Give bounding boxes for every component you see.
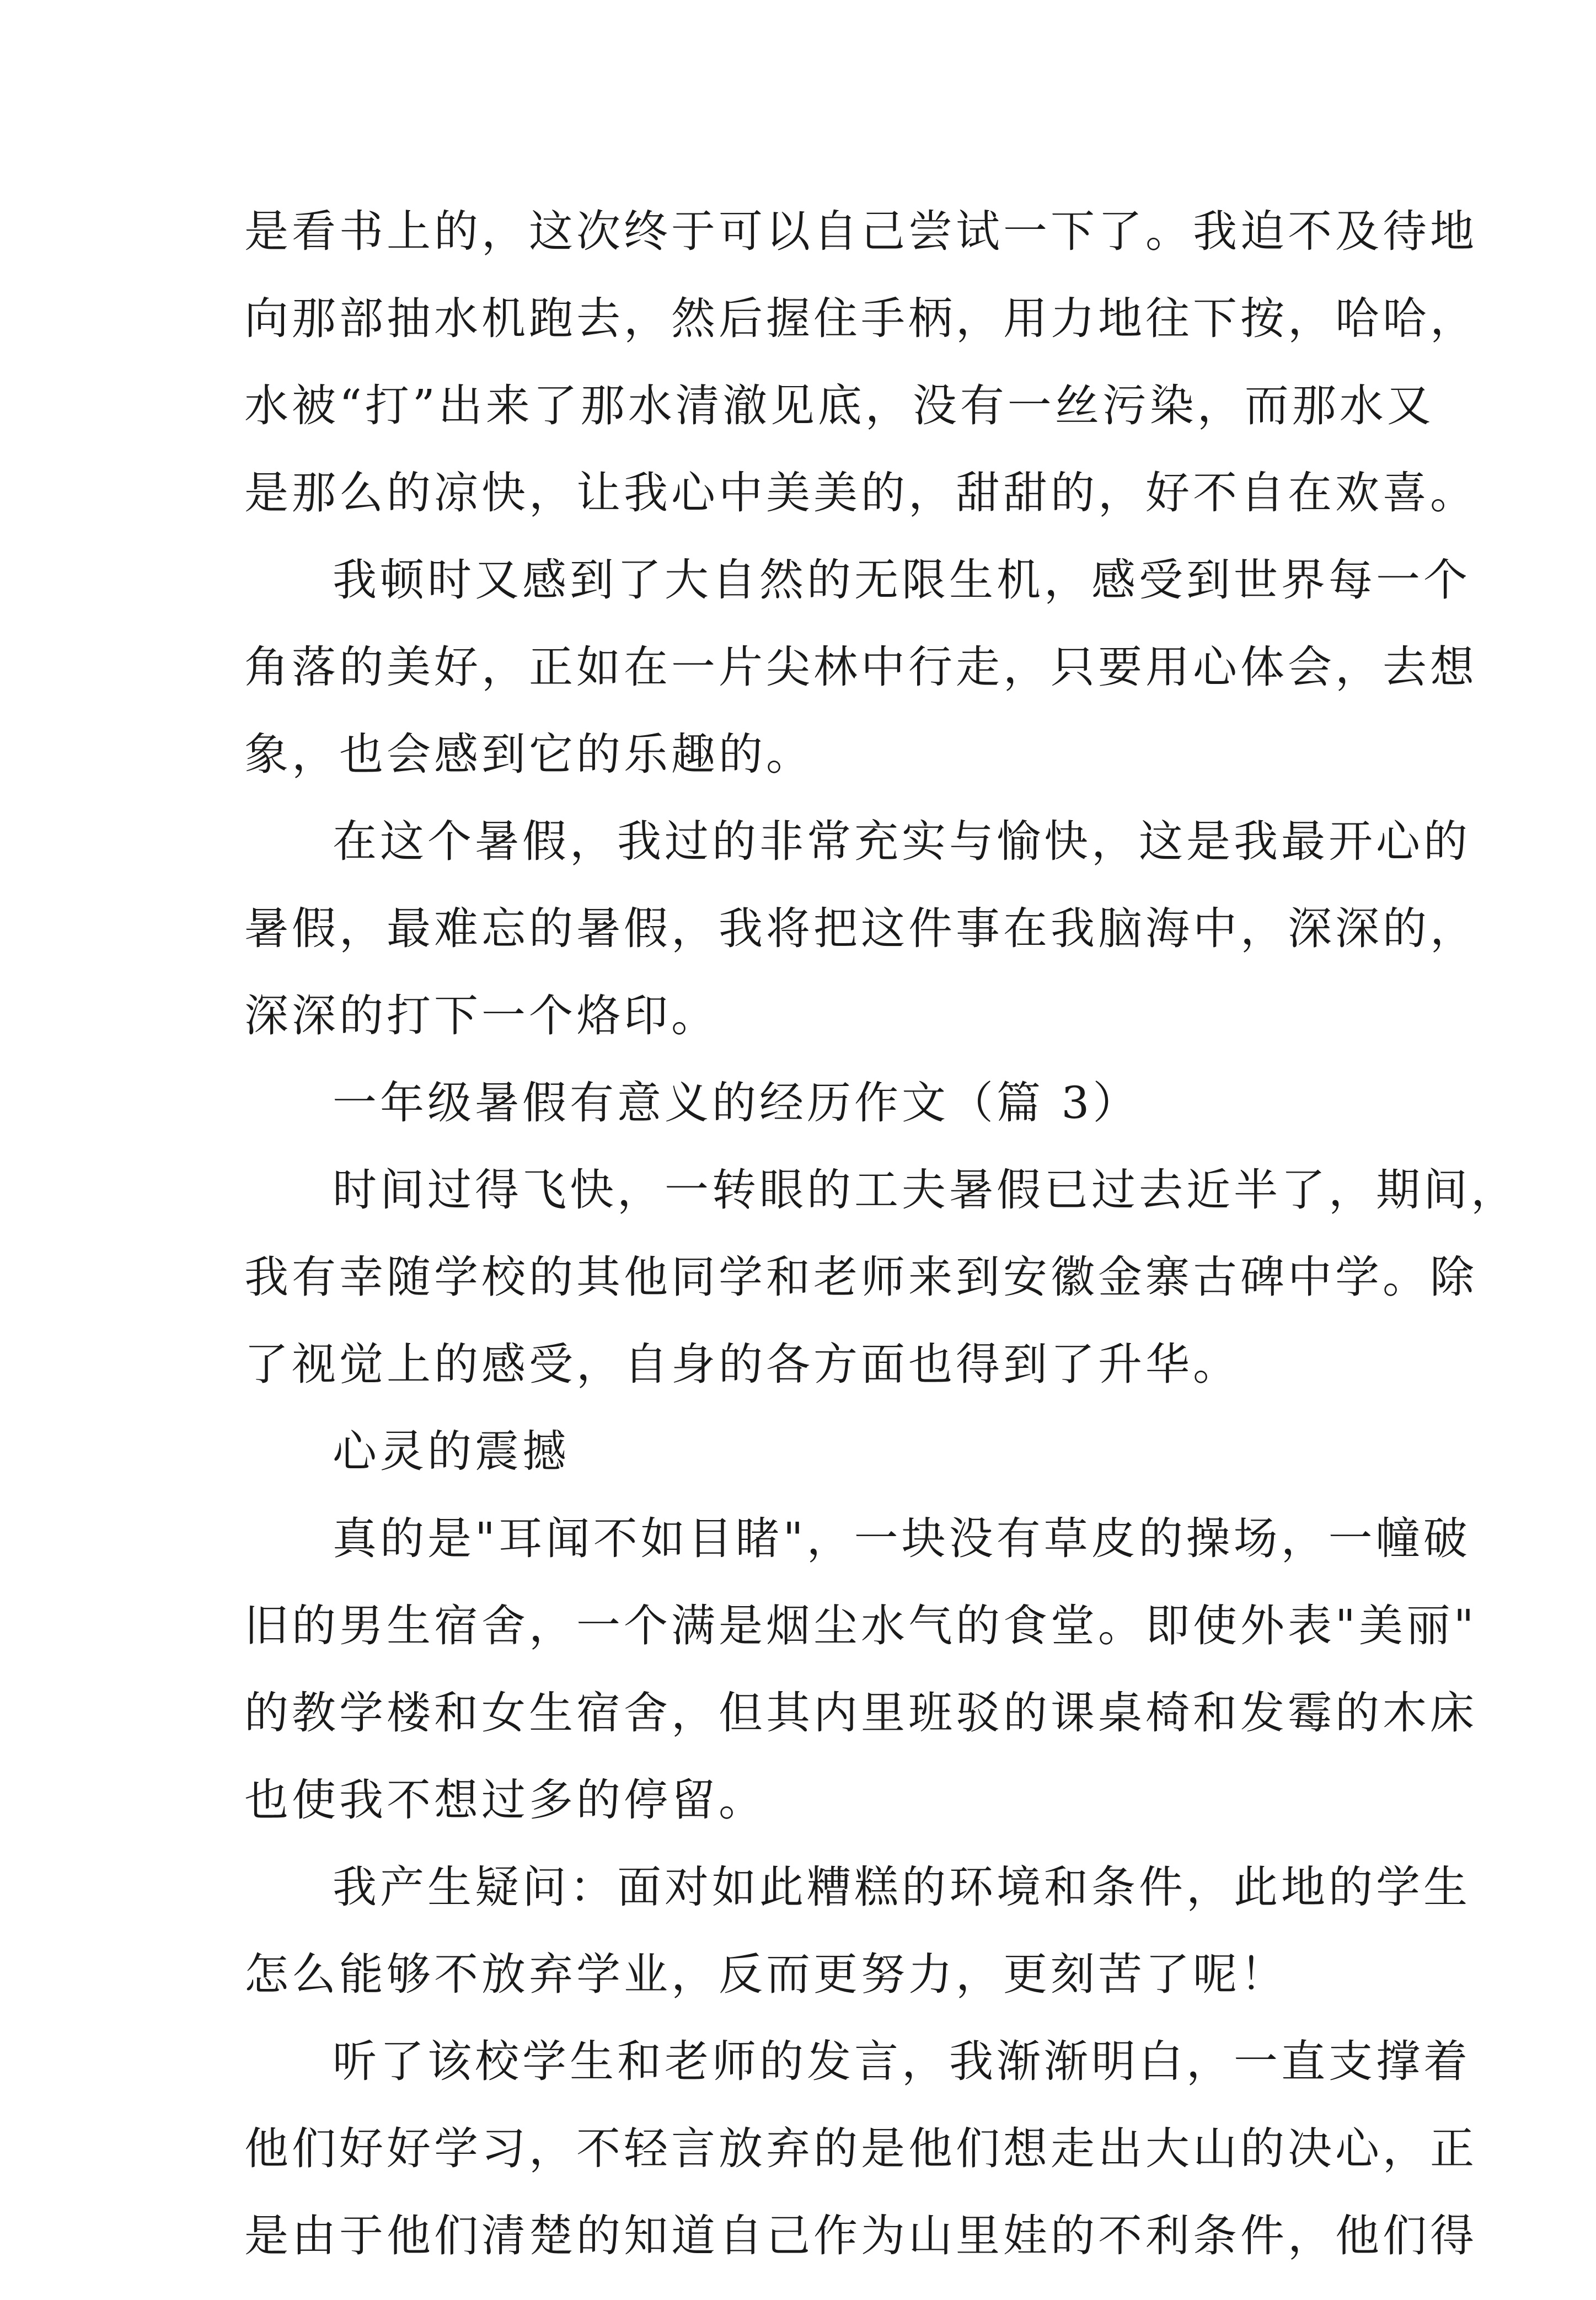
text-line: 角落的美好，正如在一片尖林中行走，只要用心体会，去想 — [244, 641, 1477, 693]
text-line: 的教学楼和女生宿舍，但其内里班驳的课桌椅和发霉的木床 — [244, 1687, 1477, 1739]
text-line: 了视觉上的感受，自身的各方面也得到了升华。 — [244, 1339, 1240, 1390]
text-line: 象，也会感到它的乐趣的。 — [244, 729, 813, 780]
document-body — [244, 206, 1518, 2300]
text-line: 是由于他们清楚的知道自己作为山里娃的不利条件，他们得 — [244, 2210, 1477, 2261]
text-line: 旧的男生宿舍，一个满是烟尘水气的食堂。即使外表"美丽" — [244, 1600, 1477, 1651]
text-line: 向那部抽水机跑去，然后握住手柄，用力地往下按，哈哈， — [244, 293, 1477, 344]
text-line: 心灵的震撼 — [333, 1426, 570, 1477]
text-line: 是看书上的，这次终于可以自己尝试一下了。我迫不及待地 — [244, 206, 1477, 257]
text-line: 暑假，最难忘的暑假，我将把这件事在我脑海中，深深的， — [244, 903, 1477, 954]
text-line: 水被“打”出来了那水清澈见底，没有一丝污染，而那水又 — [244, 380, 1434, 431]
text-line: 怎么能够不放弃学业，反而更努力，更刻苦了呢！ — [244, 1949, 1288, 2000]
text-line: 在这个暑假，我过的非常充实与愉快，这是我最开心的 — [333, 816, 1471, 867]
text-line: 是那么的凉快，让我心中美美的，甜甜的，好不自在欢喜。 — [244, 467, 1477, 518]
text-line: 时间过得飞快，一转眼的工夫暑假已过去近半了，期间， — [333, 1164, 1518, 1216]
text-line: 我有幸随学校的其他同学和老师来到安徽金寨古碑中学。除 — [244, 1251, 1477, 1303]
text-line: 深深的打下一个烙印。 — [244, 990, 719, 1041]
text-line: 他们好好学习，不轻言放弃的是他们想走出大山的决心，正 — [244, 2123, 1477, 2174]
text-line: 真的是"耳闻不如目睹"，一块没有草皮的操场，一幢破 — [333, 1513, 1471, 1564]
text-line: 也使我不想过多的停留。 — [244, 1774, 766, 1826]
text-line: 我顿时又感到了大自然的无限生机，感受到世界每一个 — [333, 554, 1471, 606]
text-line: 我产生疑问：面对如此糟糕的环境和条件，此地的学生 — [333, 1862, 1471, 1913]
text-line: 一年级暑假有意义的经历作文（篇 3） — [333, 1077, 1140, 1128]
text-line: 听了该校学生和老师的发言，我渐渐明白，一直支撑着 — [333, 2036, 1471, 2087]
